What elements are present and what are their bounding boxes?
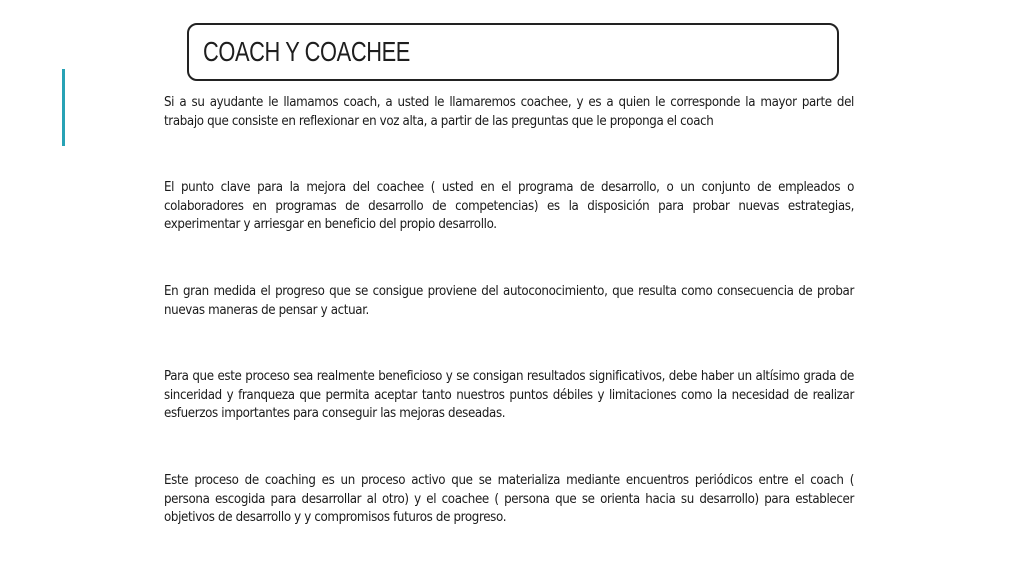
paragraph-key-point: El punto clave para la mejora del coachee ( usted en el programa de desarrollo, o un conjunto de empleados o colaboradores en programas de desarrollo de competencias) es la disposición para probar nuevas estrategias, experimentar y arriesgar en beneficio del propio desarrollo.	[164, 180, 854, 232]
slide-title: COACH Y COACHEE	[203, 36, 410, 67]
title-box	[187, 23, 839, 81]
accent-bar	[62, 69, 65, 146]
paragraph-coach-definition: Si a su ayudante le llamamos coach, a usted le llamaremos coachee, y es a quien le corresponde la mayor parte del trabajo que consiste en reflexionar en voz alta, a partir de las preguntas que le proponga el coach	[164, 95, 854, 129]
paragraph-self-knowledge: En gran medida el progreso que se consigue proviene del autoconocimiento, que resulta como consecuencia de probar nuevas maneras de pensar y actuar.	[164, 284, 854, 318]
paragraph-coaching-process: Este proceso de coaching es un proceso activo que se materializa mediante encuentros periódicos entre el coach ( persona escogida para desarrollar al otro) y el coachee ( persona que se orienta hacia su desarrollo) para establecer objetivos de desarrollo y y compromisos futuros de progreso.	[164, 473, 854, 525]
paragraph-sincerity: Para que este proceso sea realmente beneficioso y se consigan resultados significativos, debe haber un altísimo grada de sinceridad y franqueza que permita aceptar tanto nuestros puntos débiles y limitaciones como la necesidad de realizar esfuerzos importantes para conseguir las mejoras deseadas.	[164, 369, 854, 421]
